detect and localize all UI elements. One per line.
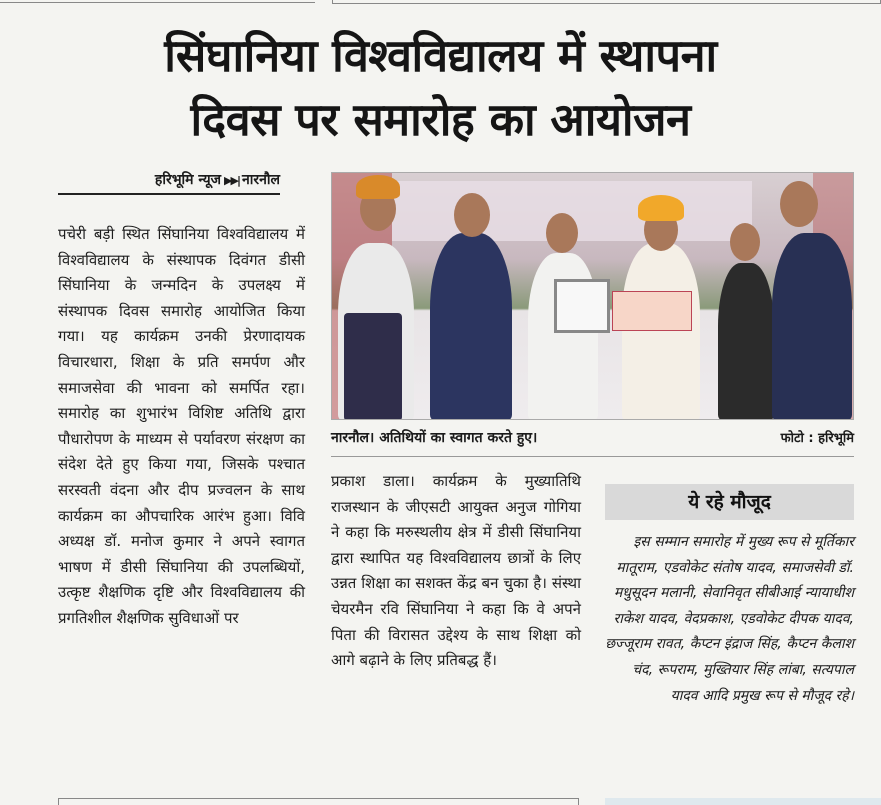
person-figure [430,233,512,420]
article-column-2: प्रकाश डाला। कार्यक्रम के मुख्यातिथि राजस्थान के जीएसटी आयुक्त अनुज गोगिया ने कहा कि मरुस्थलीय क्षेत्र में डीसी सिंघानिया द्वारा स्थापित यह विश्वविद्यालय छात्रों के लिए उन्नत शिक्षा का सशक्त केंद्र बन चुका है। संस्था चेयरमैन रवि सिंघानिया ने कहा कि वे अपने पिता की विरासत उद्देश्य के साथ शिक्षा को आगे बढ़ाने के लिए प्रतिबद्ध हैं। [331,472,581,670]
byline-arrows-icon: ▶▶| [224,174,239,187]
sidebox-text: इस सम्मान समारोह में मुख्य रूप से मूर्तिकार मातूराम, एडवोकेट संतोष यादव, समाजसेवी डॉ. मधुसूदन मलानी, सेवानिवृत सीबीआई न्यायाधीश राकेश यादव, वेदप्रकाश, एडवोकेट दीपक यादव, छज्जूराम रावत, कैप्टन इंद्राज सिंह, कैप्टन कैलाश चंद, रूपराम, मुख्तियार सिंह लांबा, सत्यपाल यादव आदि प्रमुख रूप से मौजूद रहे। [605,534,854,704]
byline [58,170,280,195]
byline-place: नारनौल [241,172,280,188]
photo-caption-bar [331,428,854,447]
top-rule [0,2,315,3]
photo-credit: फोटो : हरिभूमि [780,431,854,446]
headline-line-1: सिंघानिया विश्वविद्यालय में स्थापना [164,29,717,82]
headline-line-2: दिवस पर समारोह का आयोजन [190,93,691,146]
person-figure [718,263,774,420]
news-photo [331,172,854,420]
caption-rule [331,456,854,457]
sidebox-title: ये रहे मौजूद [605,484,854,520]
bottom-strip [605,798,881,805]
certificate-frame [554,279,610,333]
article-column-1: पचेरी बड़ी स्थित सिंघानिया विश्वविद्यालय में विश्वविद्यालय के संस्थापक दिवंगत डीसी सिंघानिया के जन्मदिन के उपलक्ष्य में संस्थापक दिवस समारोह आयोजित किया गया। यह कार्यक्रम उनकी प्रेरणादायक विचारधारा, शिक्षा के प्रति समर्पण और समाजसेवा की भावना को समर्पित रहा। समारोह का शुभारंभ विशिष्ट अतिथि द्वारा पौधारोपण के माध्यम से पर्यावरण संरक्षण का संदेश देते हुए किया गया, जिसके पश्चात सरस्वती वंदना और दीप प्रज्वलन के साथ कार्यक्रम का औपचारिक आरंभ हुआ। विवि अध्यक्ष डॉ. मनोज कुमार ने अपने स्वागत भाषण में डीसी सिंघानिया की उपलब्धियों, उत्कृष्ट शैक्षणिक दृष्टि और विश्वविद्यालय की प्रगतिशील शैक्षणिक सुविधाओं पर [58,225,305,627]
byline-source: हरिभूमि न्यूज [154,172,222,188]
top-box-edge [332,0,881,4]
bottom-box-edge [58,798,579,805]
headline [0,24,881,152]
photo-caption: नारनौल। अतिथियों का स्वागत करते हुए। [331,430,538,446]
cheque-board [612,291,692,331]
person-figure [622,243,700,420]
person-figure [772,233,852,420]
